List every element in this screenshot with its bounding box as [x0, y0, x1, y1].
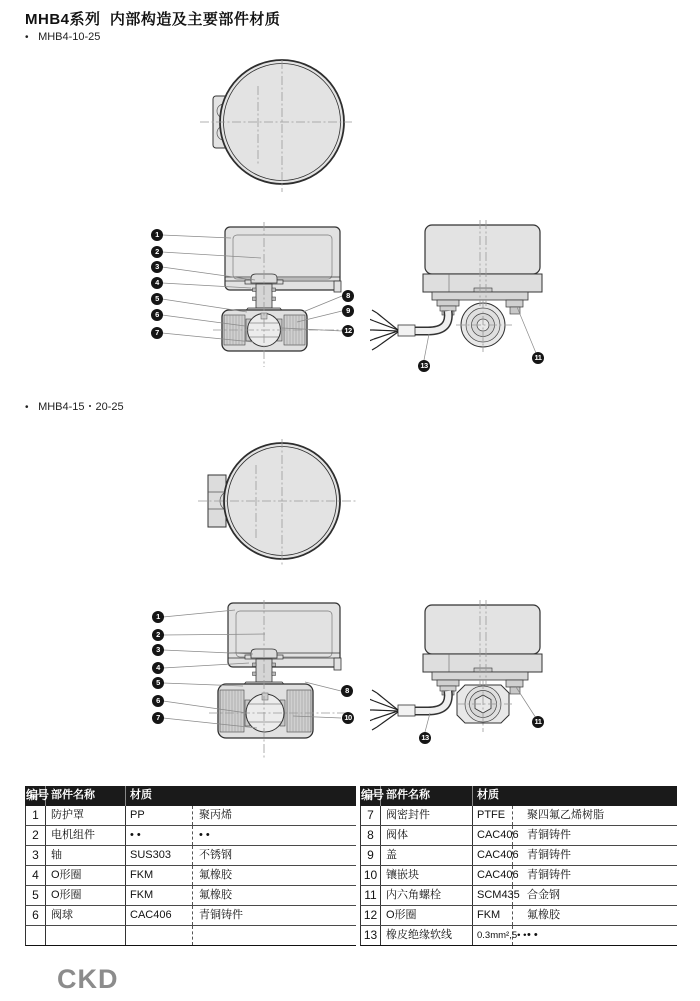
table-row: [360, 866, 677, 886]
cell-code: CAC406: [473, 826, 513, 845]
cell-desc: 氟橡胶: [199, 869, 232, 881]
page-title: MHB4系列 内部构造及主要部件材质: [25, 11, 281, 28]
cell-code: PTFE: [473, 806, 513, 825]
callout-11: 11: [532, 352, 544, 364]
cell-no: 6: [26, 906, 46, 925]
header-material: 材质: [130, 789, 152, 801]
cell-code: 0.3mm²,5• •: [473, 926, 513, 945]
callout-8: 8: [342, 290, 354, 302]
cell-code: FKM: [126, 886, 193, 905]
callout-10: 10: [342, 712, 354, 724]
model-bullet-2: [25, 398, 124, 414]
hex-bolt: [506, 300, 523, 307]
cell-no: 9: [361, 846, 381, 865]
callout-3: 3: [151, 261, 163, 273]
cell-no: 8: [361, 826, 381, 845]
cell-desc: 聚丙烯: [199, 809, 232, 821]
actuator-drawing-2: [370, 598, 570, 760]
header-no: 编号: [361, 786, 381, 806]
callout-9: 9: [342, 305, 354, 317]
top-view-drawing-2: [170, 435, 370, 577]
callout-5: 5: [152, 677, 164, 689]
header-material: 材质: [477, 789, 499, 801]
callout-7: 7: [151, 327, 163, 339]
cell-desc: 合金钢: [527, 889, 560, 901]
cell-desc: 不锈钢: [199, 849, 232, 861]
cell-desc: 青铜铸件: [527, 869, 571, 881]
table-row: [360, 806, 677, 826]
table-row: [360, 886, 677, 906]
header-name: 部件名称: [46, 786, 126, 806]
figure-top-view-2: [170, 435, 370, 577]
cell-name: 镶嵌块: [381, 866, 473, 885]
cell-desc: • •: [527, 929, 538, 941]
callout-2: 2: [152, 629, 164, 641]
table-row-empty: [25, 926, 356, 946]
cell-no: 1: [26, 806, 46, 825]
materials-table-right: [360, 786, 677, 946]
table-row: [25, 906, 356, 926]
table-row: [25, 886, 356, 906]
callout-2: 2: [151, 246, 163, 258]
cell-desc: 氟橡胶: [199, 889, 232, 901]
callout-8: 8: [341, 685, 353, 697]
callout-1: 1: [151, 229, 163, 241]
actuator-housing: [425, 225, 540, 274]
cell-no: 3: [26, 846, 46, 865]
cell-desc: 青铜铸件: [527, 849, 571, 861]
callout-3: 3: [152, 644, 164, 656]
cell-desc: • •: [199, 829, 210, 841]
cell-name: O形圈: [46, 866, 126, 885]
cell-no: 7: [361, 806, 381, 825]
materials-tables: [25, 786, 677, 946]
cell-name: [46, 926, 126, 945]
table-row: [360, 826, 677, 846]
table-row: [25, 866, 356, 886]
callout-5: 5: [151, 293, 163, 305]
table-header: [360, 786, 677, 806]
cell-name: 阀密封件: [381, 806, 473, 825]
cell-desc: 氟橡胶: [527, 909, 560, 921]
callout-1: 1: [152, 611, 164, 623]
cell-no: 4: [26, 866, 46, 885]
cell-code: PP: [126, 806, 193, 825]
cable-wires: [370, 310, 398, 350]
callout-13: 13: [418, 360, 430, 372]
cell-no: [26, 926, 46, 945]
cell-code: • •: [126, 826, 193, 845]
figure-actuator-1: [370, 218, 570, 380]
cell-name: 内六角螺栓: [381, 886, 473, 905]
figure-section-1: [145, 222, 370, 370]
cell-desc: 青铜铸件: [527, 829, 571, 841]
cell-desc: 青铜铸件: [199, 909, 243, 921]
section-drawing-2: [145, 600, 370, 760]
callout-4: 4: [152, 662, 164, 674]
table-row: [25, 826, 356, 846]
cell-code: [126, 926, 193, 945]
callout-6: 6: [151, 309, 163, 321]
model-label-2: MHB4-15・20-25: [38, 401, 124, 413]
hex-bolt: [506, 680, 523, 687]
table-row: [360, 926, 677, 946]
cell-name: 防护罩: [46, 806, 126, 825]
callout-7: 7: [152, 712, 164, 724]
section-drawing-1: [145, 222, 370, 370]
cell-name: O形圈: [381, 906, 473, 925]
cell-name: 阀球: [46, 906, 126, 925]
header-no: 编号: [26, 786, 46, 806]
figure-section-2: [145, 600, 370, 760]
figure-actuator-2: [370, 598, 570, 760]
ckd-logo: CKD: [57, 964, 119, 994]
cell-no: 5: [26, 886, 46, 905]
header-name: 部件名称: [381, 786, 473, 806]
cell-code: FKM: [126, 866, 193, 885]
callout-6: 6: [152, 695, 164, 707]
callout-4: 4: [151, 277, 163, 289]
bullet-icon: •: [25, 402, 29, 413]
callout-12: 12: [342, 325, 354, 337]
actuator-housing: [425, 605, 540, 654]
cell-name: 橡皮绝缘软线: [381, 926, 473, 945]
cell-code: SUS303: [126, 846, 193, 865]
table-row: [25, 846, 356, 866]
cell-name: 电机组件: [46, 826, 126, 845]
model-bullet-1: [25, 31, 100, 43]
cell-name: 轴: [46, 846, 126, 865]
cell-no: 13: [361, 926, 381, 945]
materials-table-left: [25, 786, 356, 946]
cell-no: 11: [361, 886, 381, 905]
cell-desc: 聚四氟乙烯树脂: [527, 809, 604, 821]
cell-no: 2: [26, 826, 46, 845]
table-row: [360, 846, 677, 866]
cell-code: CAC406: [126, 906, 193, 925]
table-header: [25, 786, 356, 806]
cell-code: CAC406: [473, 846, 513, 865]
callout-11: 11: [532, 716, 544, 728]
cell-code: FKM: [473, 906, 513, 925]
table-row: [25, 806, 356, 826]
cell-no: 10: [361, 866, 381, 885]
cell-name: 盖: [381, 846, 473, 865]
table-row: [360, 906, 677, 926]
bullet-icon: •: [25, 32, 29, 43]
protective-cover: [228, 603, 341, 670]
cell-name: O形圈: [46, 886, 126, 905]
valve-body: [222, 310, 307, 351]
callout-13: 13: [419, 732, 431, 744]
model-label-1: MHB4-10-25: [38, 31, 101, 43]
cable-wires: [370, 690, 398, 730]
figure-top-view-1: [170, 58, 370, 200]
top-view-drawing-1: [170, 58, 370, 200]
cell-code: SCM435: [473, 886, 513, 905]
cell-name: 阀体: [381, 826, 473, 845]
cell-code: CAC406: [473, 866, 513, 885]
cell-no: 12: [361, 906, 381, 925]
cell-desc: [193, 926, 356, 945]
